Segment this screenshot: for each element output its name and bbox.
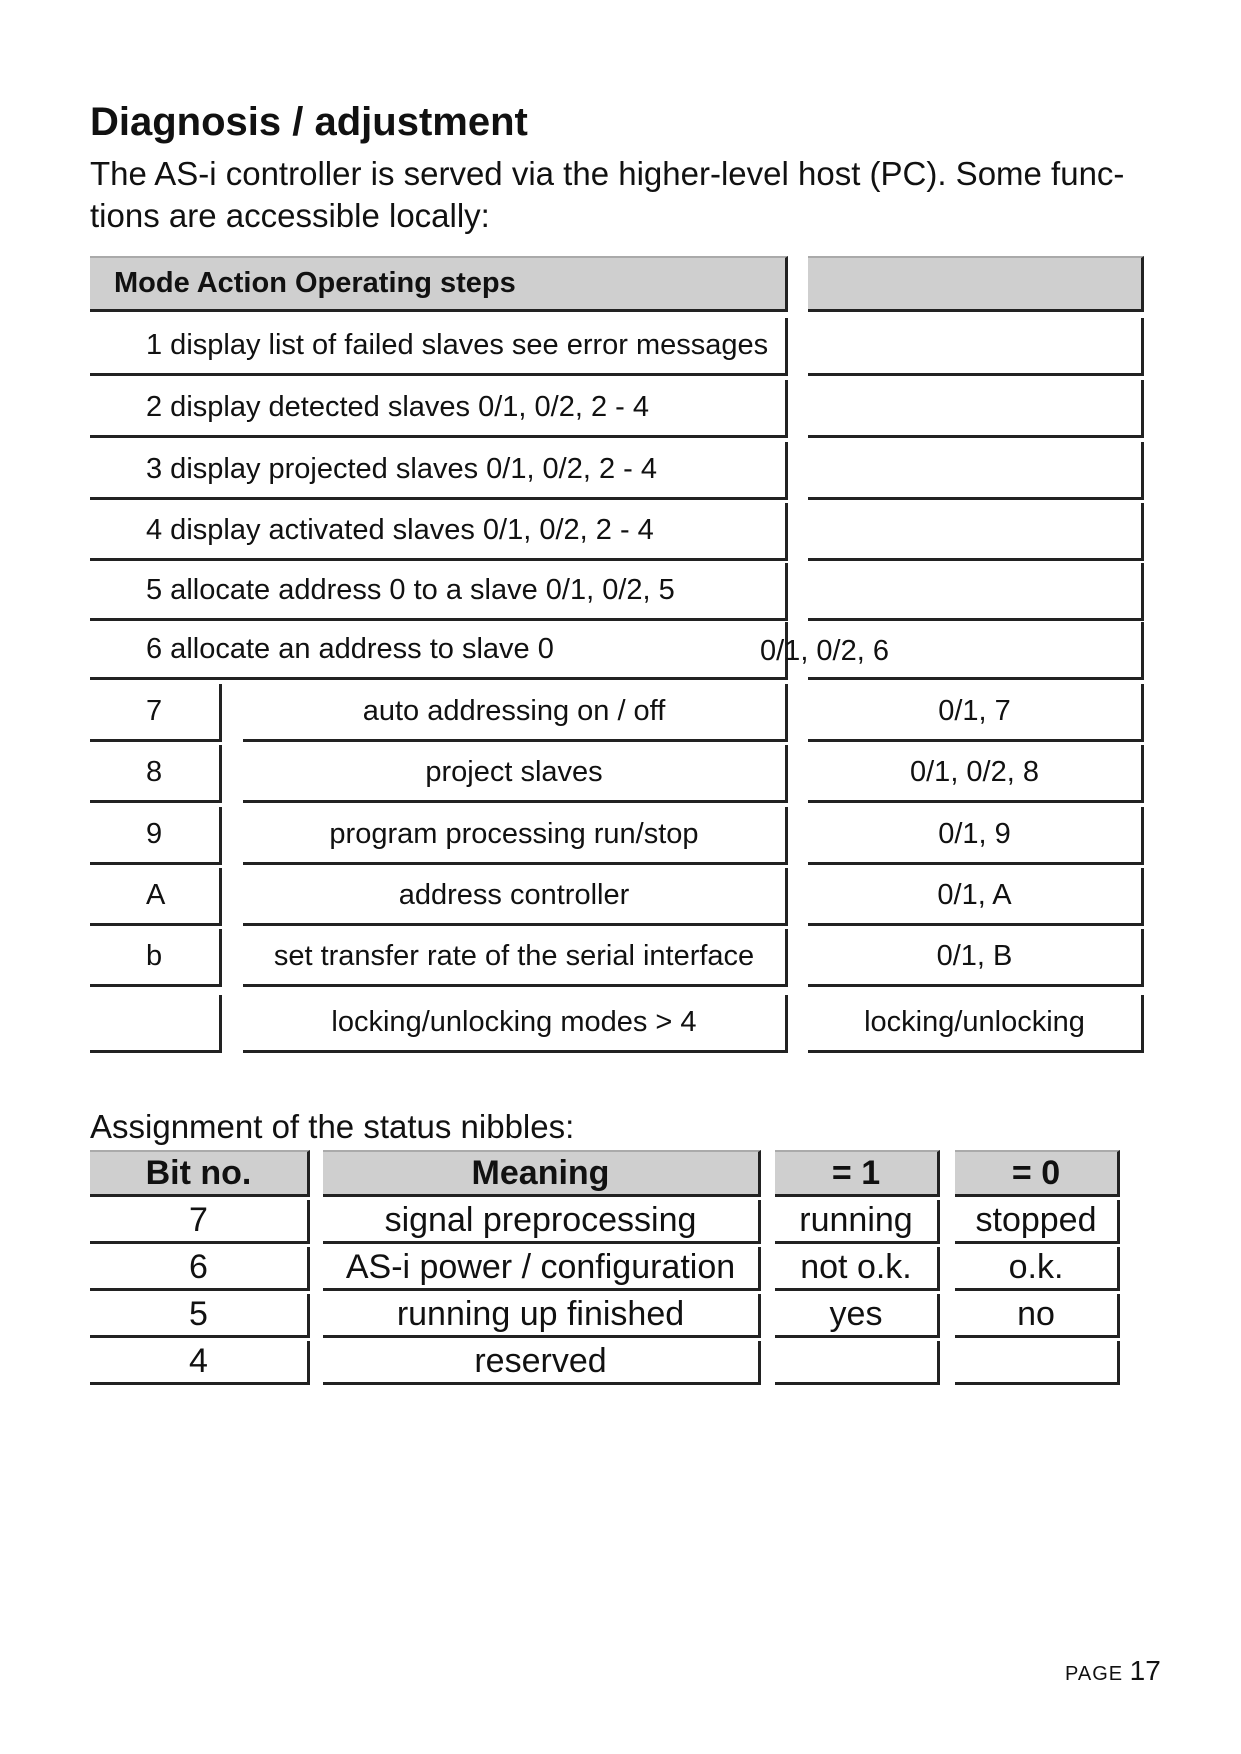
nibble-header-one: = 1 xyxy=(775,1150,940,1197)
table-row-merged xyxy=(90,380,788,438)
table-row-text: 3 display projected slaves 0/1, 0/2, 2 - 4 xyxy=(146,453,658,485)
nibble-bit-cell: 7 xyxy=(90,1200,310,1244)
table-row-merged xyxy=(90,442,788,500)
mode-cell: A xyxy=(90,868,222,926)
action-cell: auto addressing on / off xyxy=(243,684,788,742)
mode-cell: 9 xyxy=(90,807,222,865)
nibble-bit-cell: 4 xyxy=(90,1341,310,1385)
nibble-header-zero: = 0 xyxy=(955,1150,1120,1197)
nibble-meaning-cell: reserved xyxy=(323,1341,761,1385)
table-row-text: 5 allocate address 0 to a slave 0/1, 0/2, 5 xyxy=(146,574,675,606)
nibble-one-cell: running xyxy=(775,1200,940,1244)
nibble-zero-cell: stopped xyxy=(955,1200,1120,1244)
nibble-header-meaning: Meaning xyxy=(323,1150,761,1197)
action-cell: address controller xyxy=(243,868,788,926)
mode-table-header xyxy=(90,256,788,312)
steps-cell: locking/unlocking xyxy=(808,995,1144,1053)
steps-cell: 0/1, B xyxy=(808,929,1144,987)
table-row-steps-cell xyxy=(808,563,1144,621)
table-row-6-steps: 0/1, 0/2, 6 xyxy=(760,635,889,667)
nibble-bit-cell: 6 xyxy=(90,1247,310,1291)
table-row-6-label: 6 allocate an address to slave 0 xyxy=(146,633,554,665)
table-row-text: 1 display list of failed slaves see error messages xyxy=(146,329,769,361)
action-cell: set transfer rate of the serial interface xyxy=(243,929,788,987)
table-row-merged xyxy=(90,563,788,621)
nibble-one-cell xyxy=(775,1341,940,1385)
nibble-bit-cell: 5 xyxy=(90,1294,310,1338)
steps-cell: 0/1, 9 xyxy=(808,807,1144,865)
mode-cell xyxy=(90,995,222,1053)
nibble-zero-cell xyxy=(955,1341,1120,1385)
table-row-merged xyxy=(90,503,788,561)
page-title: Diagnosis / adjustment xyxy=(90,100,528,144)
table-row-6-text xyxy=(90,622,788,680)
nibble-one-cell: not o.k. xyxy=(775,1247,940,1291)
footer-label: PAGE xyxy=(1065,1663,1124,1685)
action-cell: project slaves xyxy=(243,745,788,803)
table-row-text: 4 display activated slaves 0/1, 0/2, 2 - 4 xyxy=(146,514,654,546)
steps-cell: 0/1, 7 xyxy=(808,684,1144,742)
nibble-meaning-cell: AS-i power / configuration xyxy=(323,1247,761,1291)
table-row-text: 2 display detected slaves 0/1, 0/2, 2 - 4 xyxy=(146,391,649,423)
mode-table-header-label: Mode Action Operating steps xyxy=(114,267,516,299)
mode-cell: 8 xyxy=(90,745,222,803)
mode-cell: b xyxy=(90,929,222,987)
intro-paragraph: The AS-i controller is served via the higher-level host (PC). Some func-tions are accessible locally: xyxy=(90,155,1125,234)
steps-cell: 0/1, 0/2, 8 xyxy=(808,745,1144,803)
nibble-meaning-cell: signal preprocessing xyxy=(323,1200,761,1244)
nibble-zero-cell: no xyxy=(955,1294,1120,1338)
nibble-zero-cell: o.k. xyxy=(955,1247,1120,1291)
action-cell: locking/unlocking modes > 4 xyxy=(243,995,788,1053)
action-cell: program processing run/stop xyxy=(243,807,788,865)
page-footer xyxy=(1065,1655,1161,1687)
page-number: 17 xyxy=(1129,1655,1161,1686)
table-row-steps-cell xyxy=(808,503,1144,561)
table-row-steps-cell xyxy=(808,380,1144,438)
nibble-one-cell: yes xyxy=(775,1294,940,1338)
mode-table-header-steps xyxy=(808,256,1144,312)
nibble-header-bit: Bit no. xyxy=(90,1150,310,1197)
nibble-meaning-cell: running up finished xyxy=(323,1294,761,1338)
nibble-section-label: Assignment of the status nibbles: xyxy=(90,1108,575,1145)
table-row-steps-cell xyxy=(808,318,1144,376)
table-row-steps-cell xyxy=(808,442,1144,500)
steps-cell: 0/1, A xyxy=(808,868,1144,926)
table-row-merged xyxy=(90,318,788,376)
mode-cell: 7 xyxy=(90,684,222,742)
